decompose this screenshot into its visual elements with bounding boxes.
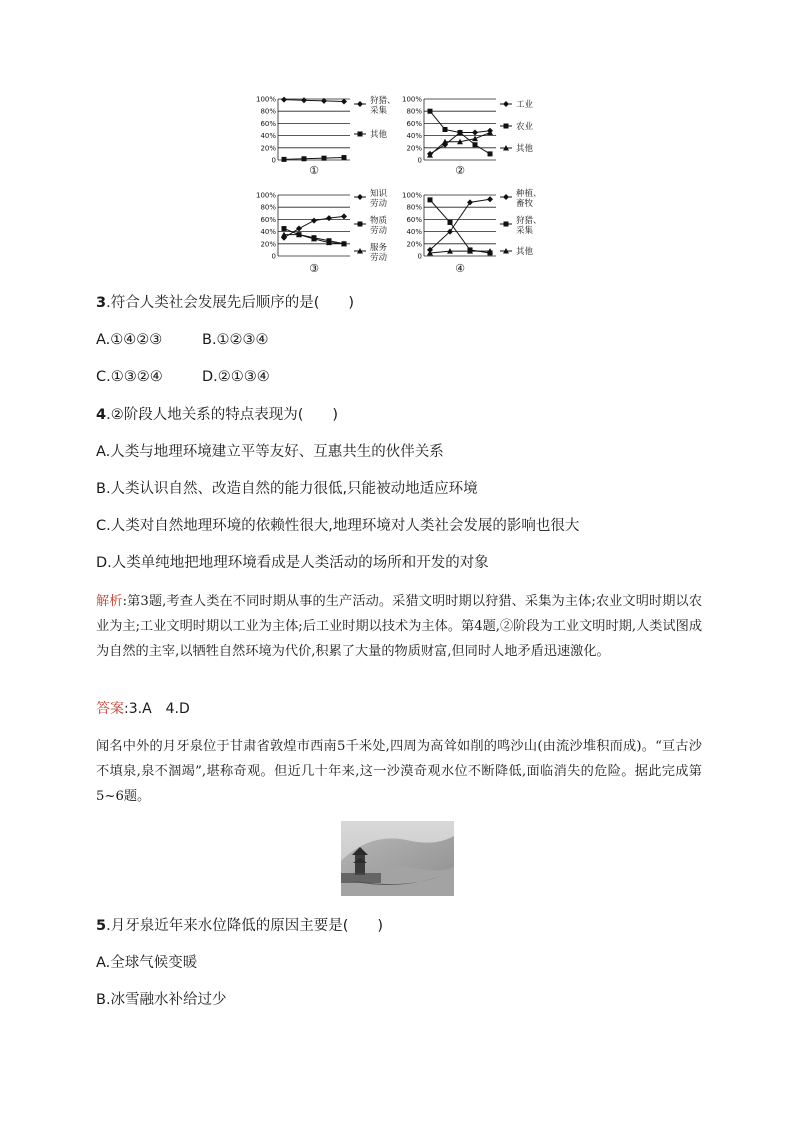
chart-4-legend-label: 狩猎、 [516,216,542,226]
chart-3-legend-label: 劳动 [370,199,388,209]
chart-3-ytick: 80% [260,203,276,212]
reading-passage: 闻名中外的月牙泉位于甘肃省敦煌市西南5千米处,四周为高耸如削的鸣沙山(由流沙堆积而成)。“亘古沙不填泉,泉不涸竭”,堪称奇观。但近几十年来,这一沙漠奇观水位不断降低,面临消失的危险。据此完成第5~6题。 [96,739,702,804]
figure-four-charts [254,92,554,282]
question-4-option-c[interactable]: C.人类对自然地理环境的依赖性很大,地理环境对人类社会发展的影响也很大 [96,518,580,534]
chart-1-point [322,156,327,161]
chart-2 [402,96,534,178]
question-5-option-a[interactable]: A.全球气候变暖 [96,955,198,971]
chart-4-ytick: 0 [417,252,422,261]
chart-2-legend-label: 其他 [516,144,534,154]
chart-1-point [282,157,287,162]
chart-4-ytick: 60% [406,215,422,224]
chart-2-point [472,136,478,142]
question-4-stem [96,405,338,425]
chart-4-ytick: 100% [401,191,422,200]
question-3-stem [96,293,354,313]
question-3-option-d[interactable]: D.②①③④ [202,369,270,385]
chart-4-series-line [430,200,490,253]
question-5-option-b[interactable]: B.冰雪融水补给过少 [96,992,227,1008]
chart-4-ytick: 80% [406,203,422,212]
chart-2-ytick: 40% [406,132,422,141]
chart-4-legend-label: 畜牧 [516,199,534,209]
chart-1-legend-label: 狩猎、 [370,96,396,106]
chart-1-legend-marker [358,132,363,137]
chart-3-legend-label: 物质 [370,216,388,226]
question-3-option-a[interactable]: A.①④②③ [96,332,163,348]
question-4-option-d[interactable]: D.人类单纯地把地理环境看成是人类活动的场所和开发的对象 [96,555,489,571]
analysis-paragraph [96,589,702,664]
chart-3-ytick: 20% [260,240,276,249]
chart-2-legend-label: 工业 [516,100,534,110]
chart-2-legend-marker [503,101,509,107]
chart-3-ytick: 100% [255,191,276,200]
question-4-text: .②阶段人地关系的特点表现为( ) [106,407,339,423]
chart-1-ytick: 80% [260,107,276,116]
question-3-option-c[interactable]: C.①③②④ [96,369,163,385]
chart-1-point [302,156,307,161]
chart-3-legend-label: 知识 [370,189,388,199]
chart-1-ytick: 60% [260,119,276,128]
chart-3-point [341,213,347,219]
analysis-label: 解析 [96,594,123,609]
crescent-lake-photo [341,821,454,896]
chart-3-point [282,226,287,231]
chart-2-ytick: 20% [406,144,422,153]
chart-3 [256,188,388,275]
question-5-number: 5 [96,918,107,934]
chart-3-ytick: 0 [271,252,276,261]
chart-4-point [487,196,493,202]
chart-2-point [472,130,478,136]
chart-2-point [488,151,493,156]
chart-3-legend-label: 劳动 [370,253,388,263]
chart-1-ytick: 0 [271,156,276,165]
chart-1-point [301,97,307,103]
question-3-text: .符合人类社会发展先后顺序的是( ) [106,295,355,311]
chart-2-point [428,109,433,114]
chart-1-legend-label: 其他 [370,130,388,140]
chart-1-ytick: 100% [255,95,276,104]
chart-2-ytick: 100% [401,95,422,104]
chart-3-legend-marker [358,222,363,227]
chart-1-ytick: 20% [260,144,276,153]
question-3-options-row-2 [96,367,270,387]
chart-1-ytick: 40% [260,132,276,141]
chart-3-legend-label: 服务 [370,243,388,253]
chart-2-legend-label: 农业 [516,122,534,132]
chart-3-legend-label: 劳动 [370,226,388,236]
chart-4-legend-marker [503,194,509,200]
chart-3-point [296,226,302,232]
chart-2-legend-marker [504,124,509,129]
chart-3-point [326,215,332,221]
chart-4-legend-marker [504,222,509,227]
chart-2-ytick: 0 [417,156,422,165]
chart-1-series-line [284,100,344,102]
chart-4-ytick: 20% [406,240,422,249]
answer-line [96,699,190,719]
chart-3-title: ③ [309,262,319,275]
chart-1-series-line [284,158,344,160]
chart-2-point [473,142,478,147]
charts-svg [254,92,554,282]
chart-2-ytick: 60% [406,119,422,128]
chart-4-point [448,220,453,225]
question-4-option-b[interactable]: B.人类认识自然、改造自然的能力很低,只能被动地适应环境 [96,481,478,497]
question-4-number: 4 [96,407,107,423]
chart-4-point [428,197,433,202]
chart-2-point [443,127,448,132]
chart-2-point [458,130,463,135]
chart-4-title: ④ [455,262,465,275]
chart-1-legend-marker [357,101,363,107]
chart-3-ytick: 60% [260,215,276,224]
chart-2-title: ② [455,164,465,177]
chart-2-ytick: 80% [406,107,422,116]
answer-label: 答案 [96,701,124,717]
chart-4 [402,188,542,275]
chart-1-legend-label: 采集 [370,106,388,116]
chart-4-legend-label: 其他 [516,247,534,257]
chart-4-legend-label: 种植、 [516,189,542,199]
question-5-stem [96,916,383,936]
chart-4-ytick: 40% [406,228,422,237]
question-3-number: 3 [96,295,107,311]
question-4-option-a[interactable]: A.人类与地理环境建立平等友好、互惠共生的伙伴关系 [96,444,444,460]
chart-4-legend-label: 采集 [516,226,534,236]
question-5-text: .月牙泉近年来水位降低的原因主要是( ) [106,918,384,934]
chart-4-point [467,199,473,205]
chart-1 [256,95,396,177]
question-3-option-b[interactable]: B.①②③④ [202,332,269,348]
question-3-options-row-1 [96,330,269,350]
chart-1-title: ① [309,164,319,177]
chart-3-point [311,218,317,224]
chart-3-legend-marker [357,194,363,200]
chart-1-point [281,97,287,103]
analysis-text: :第3题,考查人类在不同时期从事的生产活动。采猎文明时期以狩猎、采集为主体;农业文明时期以农业为主;工业文明时期以工业为主体;后工业时期以技术为主体。第4题,②阶段为工业文明时期,人类试图成为自然的主宰,以牺牲自然环境为代价,积累了大量的物质财富,但同时人地矛盾迅速激化。 [96,594,703,659]
crescent-lake-image [341,821,454,896]
chart-1-point [342,155,347,160]
answer-text: :3.A 4.D [124,701,190,717]
chart-3-ytick: 40% [260,228,276,237]
